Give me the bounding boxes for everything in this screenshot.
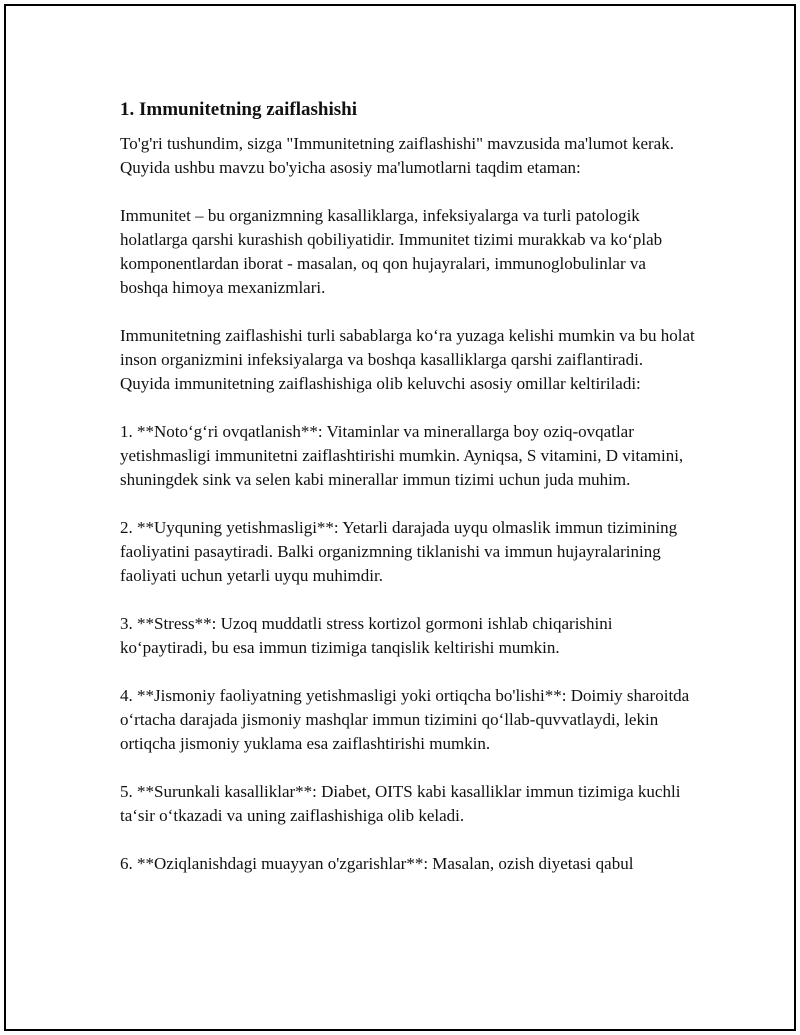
list-item-physical-activity: 4. **Jismoniy faoliyatning yetishmasligi yoki ortiqcha bo'lishi**: Doimiy sharoitda oʻrtacha darajada jismoniy mashqlar immun tizimini qoʻllab-quvvatlaydi, lekin ortiqcha jismoniy yuklama esa zaiflashtirishi mumkin.: [120, 686, 690, 753]
list-item-sleep: 2. **Uyquning yetishmasligi**: Yetarli darajada uyqu olmaslik immun tizimining faoliyatini pasaytiradi. Balki organizmning tiklanishi va immun hujayralarining faoliyati uchun yetarli uyqu muhimdir.: [120, 518, 678, 585]
list-item-diet-changes: 6. **Oziqlanishdagi muayyan o'zgarishlar**: Masalan, ozish diyetasi qabul: [120, 854, 634, 873]
causes-intro-paragraph: Immunitetning zaiflashishi turli sabablarga koʻra yuzaga kelishi mumkin va bu holat inson organizmini infeksiyalarga va boshqa kasalliklarga qarshi zaiflantiradi. Quyida immunitetning zaiflashishiga olib keluvchi asosiy omillar keltiriladi:: [120, 326, 695, 393]
list-item-stress: 3. **Stress**: Uzoq muddatli stress kortizol gormoni ishlab chiqarishini koʻpaytiradi, bu esa immun tizimiga tanqislik keltirishi mumkin.: [120, 614, 613, 657]
list-item-chronic-diseases: 5. **Surunkali kasalliklar**: Diabet, OITS kabi kasalliklar immun tizimiga kuchli taʻsir oʻtkazadi va uning zaiflashishiga olib keladi.: [120, 782, 681, 825]
definition-paragraph: Immunitet – bu organizmning kasalliklarga, infeksiyalarga va turli patologik holatlarga qarshi kurashish qobiliyatidir. Immunitet tizimi murakkab va koʻplab komponentlardan iborat - masalan, oq qon hujayralari, immunoglobulinlar va boshqa himoya mexanizmlari.: [120, 206, 663, 297]
document-content: [120, 98, 695, 900]
intro-paragraph: To'g'ri tushundim, sizga "Immunitetning zaiflashishi" mavzusida ma'lumot kerak. Quyida ushbu mavzu bo'yicha asosiy ma'lumotlarni taqdim etaman:: [120, 134, 674, 177]
document-page: [4, 4, 796, 1031]
list-item-nutrition: 1. **Notoʻgʻri ovqatlanish**: Vitaminlar va minerallarga boy oziq-ovqatlar yetishmasligi immunitetni zaiflashtirishi mumkin. Ayniqsa, S vitamini, D vitamini, shuningdek sink va selen kabi minerallar immun tizimi uchun juda muhim.: [120, 422, 684, 489]
document-title: 1. Immunitetning zaiflashishi: [120, 99, 358, 120]
